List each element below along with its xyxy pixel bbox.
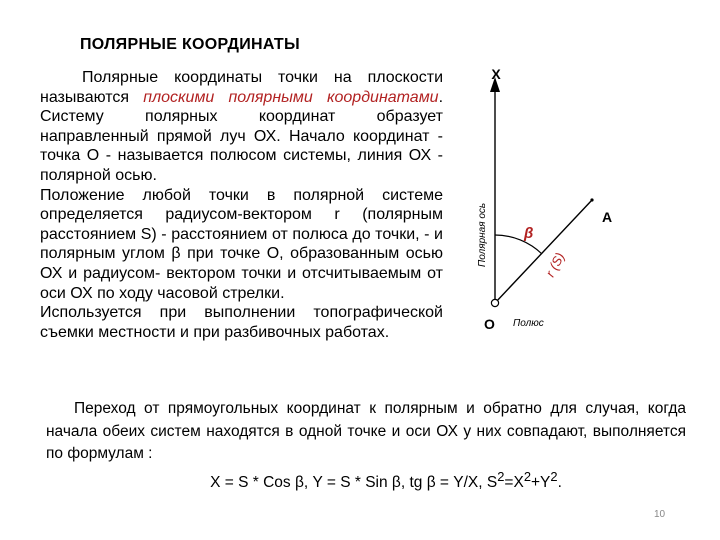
- paragraph-position: [40, 186, 443, 304]
- paragraph-definition: [40, 68, 443, 186]
- paragraph-usage: Используется при выполнении топографической съемки местности и при разбивочных работах.: [40, 304, 443, 341]
- pole-label: Полюс: [513, 318, 544, 329]
- transition-intro: Переход от прямоугольных координат к полярным и обратно для случая, когда начала обеих систем находятся в одной точке и оси ОХ у них совпадают, выполняется по формулам :: [46, 400, 686, 462]
- angle-beta-label: β: [524, 225, 534, 242]
- radius-vector-line: [495, 200, 592, 303]
- text-span: при точке О, образованным осью ОХ и радиусом- вектором точки и отсчитываемым от оси ОХ по ходу часовой стрелки.: [40, 245, 443, 302]
- formula-part: .: [557, 473, 562, 491]
- text-span: Положение любой точки в полярной системе определяется радиусом-вектором r (полярным расстоянием S) - расстоянием от полюса до точки, - и полярным углом: [40, 186, 443, 263]
- radius-label: r (S): [542, 250, 568, 280]
- main-text: [40, 68, 443, 342]
- text-span: . Систему полярных координат образует направленный прямой луч ОХ. Начало координат - точка О - называется полюсом системы, линия ОХ - полярной осью.: [40, 88, 444, 184]
- point-a-label: A: [602, 209, 613, 225]
- beta-symbol: β: [426, 473, 436, 491]
- page-number: 10: [654, 509, 666, 520]
- origin-marker: [491, 299, 498, 306]
- formula-part: X = S * Cos: [210, 473, 295, 491]
- angle-arc: [495, 235, 542, 254]
- polar-diagram: [440, 50, 620, 350]
- transition-text: [46, 398, 686, 494]
- origin-label: O: [484, 316, 495, 332]
- formula-part: , tg: [400, 473, 427, 491]
- superscript: 2: [523, 468, 531, 484]
- superscript: 2: [497, 468, 505, 484]
- page-title: ПОЛЯРНЫЕ КООРДИНАТЫ: [80, 36, 300, 53]
- text-span: Полярные координаты точки на плоскости называются: [40, 69, 443, 106]
- formula-part: =X: [504, 473, 524, 491]
- axis-x-label: X: [491, 66, 501, 82]
- formula-part: +Y: [531, 473, 551, 491]
- conversion-formula: [46, 466, 686, 495]
- beta-symbol: β: [171, 245, 181, 263]
- beta-symbol: β: [391, 473, 401, 491]
- formula-part: , Y = S * Sin: [303, 473, 392, 491]
- superscript: 2: [550, 468, 558, 484]
- formula-part: = Y/X, S: [435, 473, 498, 491]
- emphasis-term: плоскими полярными координатами: [143, 88, 439, 106]
- point-a-marker: [590, 198, 593, 201]
- polar-axis-name: Полярная ось: [477, 202, 488, 267]
- beta-symbol: β: [294, 473, 304, 491]
